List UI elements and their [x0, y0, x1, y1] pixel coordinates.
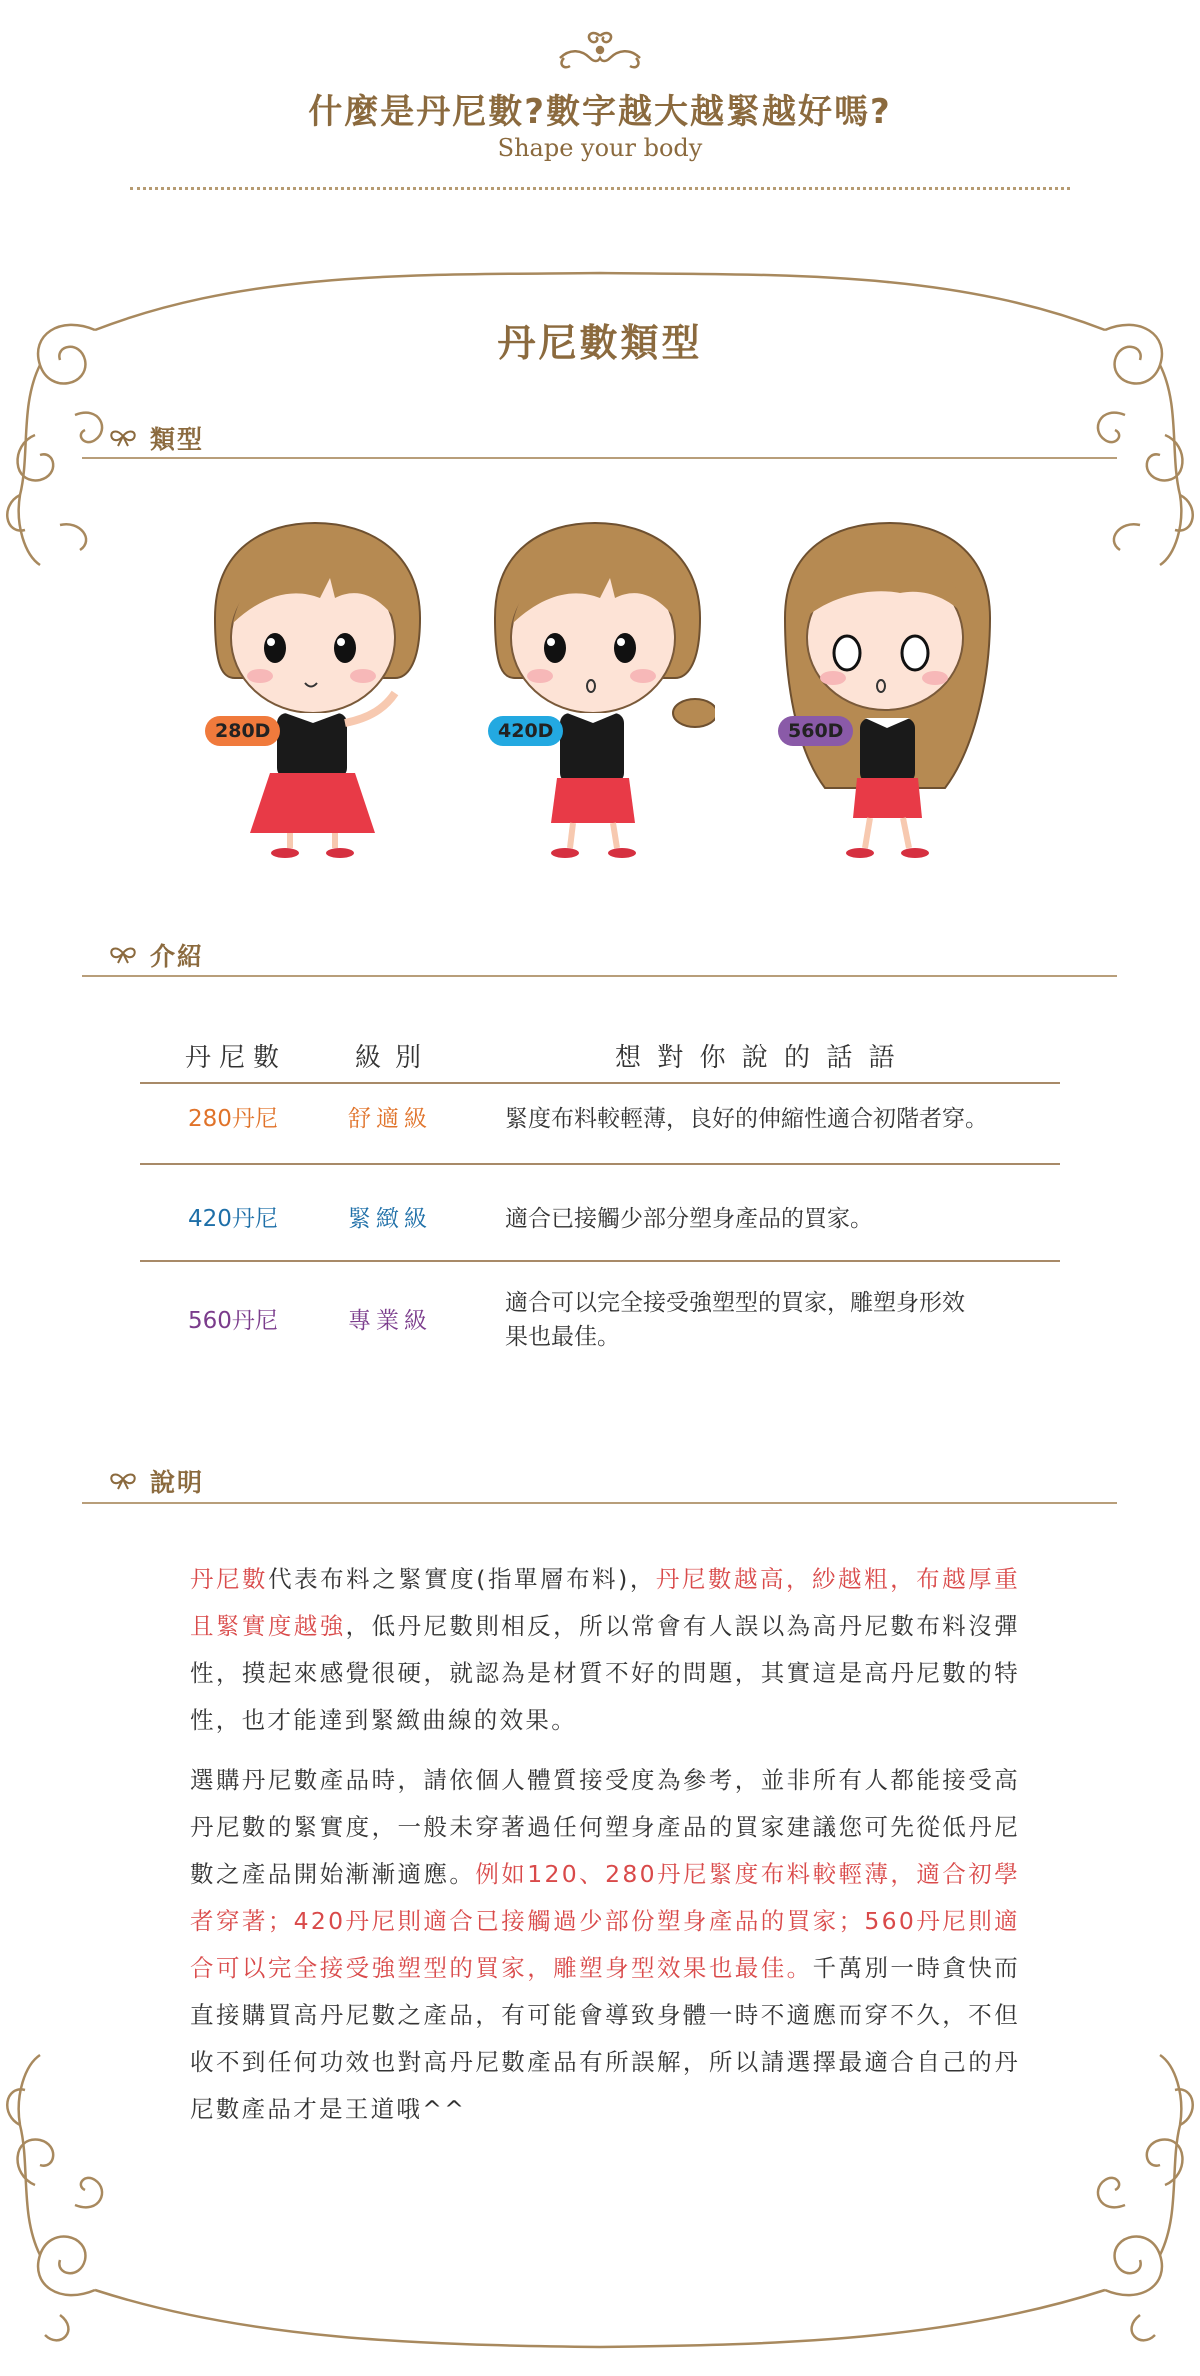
dotted-divider	[130, 187, 1070, 190]
row-280-denier: 280丹尼	[188, 1106, 278, 1132]
body-text: 千萬別一時貪快而直接購買高丹尼數之產品，有可能會導致身體一時不適應而穿不久，不但收不到任何功效也對高丹尼數產品有所誤解，所以請選擇最適合自己的丹尼數產品才是王道哦^^	[190, 1954, 1021, 2123]
page-subtitle: Shape your body	[497, 134, 703, 162]
types-heading-label: 類型	[150, 425, 205, 454]
row-560-text: 適合可以完全接受強塑型的買家，雕塑身形效果也最佳。	[505, 1290, 965, 1350]
intro-heading	[108, 937, 204, 973]
flourish-ornament-icon	[550, 28, 650, 73]
character-280d	[205, 518, 435, 858]
bow-icon	[108, 1471, 138, 1491]
body-text: ，低丹尼數則相反，所以常會有人誤以為高丹尼數布料沒彈性，摸起來感覺很硬，就認為是材質不好的問題，其實這是高丹尼數的特性，也才能達到緊緻曲線的效果。	[190, 1612, 1020, 1734]
character-560d	[775, 518, 1005, 858]
table-header-level: 級別	[355, 1043, 436, 1073]
highlight-text: 丹尼數越高，紗越粗，布越厚重且緊實度越強	[190, 1565, 1021, 1640]
table-header-denier: 丹尼數	[185, 1043, 288, 1073]
highlight-text: 例如120、280丹尼緊度布料較輕薄，適合初學者穿著；420丹尼則適合已接觸過少部份塑身產品的買家；560丹尼則適合可以完全接受強塑型的買家，雕塑身型效果也最佳。	[190, 1860, 1020, 1982]
row-420-level: 緊緻級	[348, 1206, 432, 1232]
section-title: 丹尼數類型	[497, 321, 703, 365]
body-text: 代表布料之緊實度(指單層布料)，	[268, 1565, 656, 1593]
badge-280d: 280D	[205, 716, 280, 746]
explanation-paragraph-1	[190, 1556, 1020, 1744]
character-420d	[485, 518, 715, 858]
row-420-denier: 420丹尼	[188, 1206, 278, 1232]
row-280-text: 緊度布料較輕薄，良好的伸縮性適合初階者穿。	[505, 1106, 988, 1132]
intro-divider	[82, 975, 1117, 977]
row-280-level: 舒適級	[348, 1106, 432, 1132]
table-header-message: 想 對 你 說 的 話 語	[615, 1043, 899, 1073]
highlight-text: 丹尼數	[190, 1565, 269, 1593]
row-420-text: 適合已接觸少部分塑身產品的買家。	[505, 1206, 873, 1232]
table-divider	[140, 1082, 1060, 1084]
types-divider	[82, 457, 1117, 459]
table-divider	[140, 1260, 1060, 1262]
explain-heading	[108, 1463, 204, 1499]
badge-560d: 560D	[778, 716, 853, 746]
explain-heading-label: 說明	[150, 1468, 205, 1497]
page-title: 什麼是丹尼數?數字越大越緊越好嗎?	[308, 92, 892, 132]
bow-icon	[108, 945, 138, 965]
explain-divider	[82, 1502, 1117, 1504]
intro-heading-label: 介紹	[150, 942, 205, 971]
row-560-level: 專業級	[348, 1308, 432, 1334]
badge-420d: 420D	[488, 716, 563, 746]
row-560-denier: 560丹尼	[188, 1308, 278, 1334]
bow-icon	[108, 428, 138, 448]
body-text: 選購丹尼數產品時，請依個人體質接受度為參考，並非所有人都能接受高丹尼數的緊實度，一般未穿著過任何塑身產品的買家建議您可先從低丹尼數之產品開始漸漸適應。	[190, 1766, 1020, 1888]
table-divider	[140, 1163, 1060, 1165]
explanation-paragraph-2	[190, 1757, 1020, 2133]
types-heading	[108, 420, 204, 456]
